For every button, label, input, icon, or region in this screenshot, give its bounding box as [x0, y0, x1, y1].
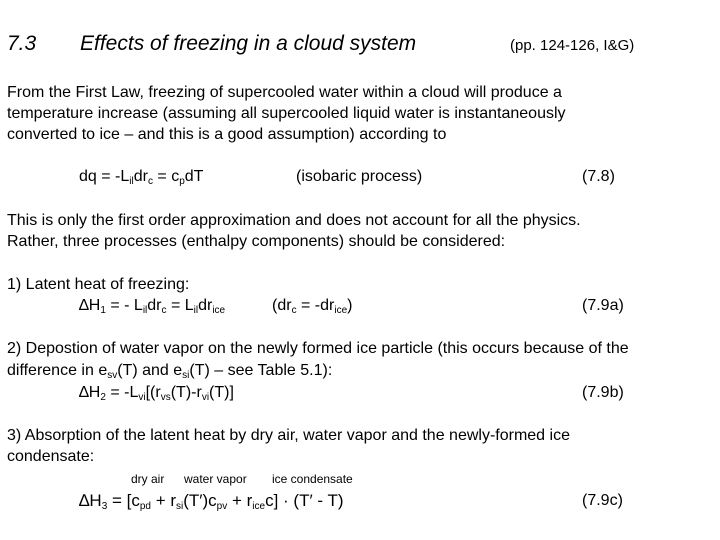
intro-line-2: temperature increase (assuming all supercooled liquid water is instantaneously: [7, 105, 566, 122]
processes-line-1: This is only the first order approximation and does not account for all the physics.: [7, 212, 581, 229]
equation-7-9a: $\Delta H_1$ = - $L_{il}dr_c = L_{il}dr_{ice}$: [79, 297, 226, 316]
label-water-vapor: water vapor: [184, 472, 247, 486]
item-3-line-2: condensate:: [7, 448, 95, 465]
equation-7-9a-condition: $(dr_c = -dr_{ice})$: [272, 297, 353, 316]
label-dry-air: dry air: [131, 472, 165, 486]
intro-line-3: converted to ice – and this is a good assumption) according to: [7, 126, 447, 143]
section-title: Effects of freezing in a cloud system: [80, 32, 417, 55]
item-2-line-2: difference in $e_{sv}(T)$ and $e_{si}(T)$ – see Table 5.1):: [7, 362, 333, 381]
equation-7-8-number: (7.8): [582, 168, 615, 185]
item-1-heading: 1) Latent heat of freezing:: [7, 276, 190, 293]
intro-paragraph: [7, 82, 566, 145]
equation-7-9b-number: (7.9b): [582, 384, 624, 401]
processes-line-2: Rather, three processes (enthalpy components) should be considered:: [7, 233, 506, 250]
equation-7-9a-number: (7.9a): [582, 297, 624, 314]
item-3-line-1: 3) Absorption of the latent heat by dry air, water vapor and the newly-formed ice: [7, 427, 570, 444]
intro-line-1: From the First Law, freezing of supercooled water within a cloud will produce a: [7, 84, 562, 101]
item-2-line-1: 2) Depostion of water vapor on the newly formed ice particle (this occurs because of the: [7, 340, 629, 357]
equation-7-8-note: (isobaric process): [296, 168, 423, 185]
equation-7-9c: $\Delta H_3 = [c_{pd} + r_{si}(T')c_{pv} + r_{ice}c] \cdot (T' - T)$: [79, 491, 344, 512]
page-reference: (pp. 124-126, I&G): [510, 37, 635, 54]
equation-7-9b: $\Delta H_2 = -L_{vi}[(r_{vs}(T)-r_{vi}(T)]$: [79, 384, 234, 403]
equation-7-8: dq = $-L_{il}dr_c = c_pdT$: [79, 168, 204, 187]
equation-7-9c-number: (7.9c): [582, 492, 623, 509]
section-number: 7.3: [7, 32, 37, 55]
label-ice-condensate: ice condensate: [272, 472, 353, 486]
processes-paragraph: [7, 210, 581, 252]
